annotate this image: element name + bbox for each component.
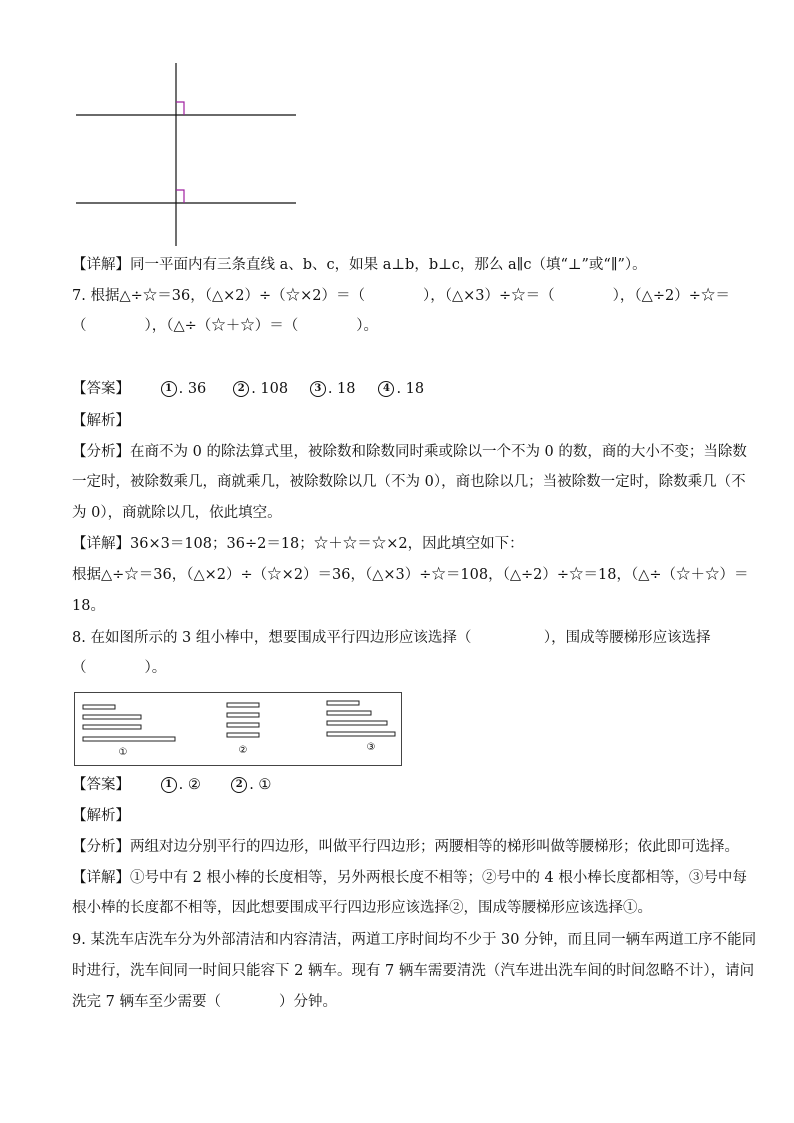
q9-question-line-3: 洗完 7 辆车至少需要（ ）分钟。 [72,994,337,1010]
group-label-2: ② [238,745,248,756]
stick [83,715,141,719]
q7-detail-line-1: 【详解】36×3＝108；36÷2＝18；☆＋☆＝☆×2，因此填空如下： [72,536,524,552]
q7-detail-line-2: 根据△÷☆＝36，（△×2）÷（☆×2）＝36，（△×3）÷☆＝108，（△÷2）÷☆＝18，（△÷（☆＋☆）＝ [72,567,749,583]
q7-answer-row [72,379,442,399]
stick [327,701,359,705]
q8-answer-2: 2 . ① [231,775,297,795]
answer-label: 【答案】 [72,381,130,397]
right-angle-mark-top [176,102,184,115]
q7-analysis-line-1: 【分析】在商不为 0 的除法算式里，被除数和除数同时乘或除以一个不为 0 的数，商的大小不变；当除数 [72,444,747,460]
q7-answer-2: 2 . 108 [233,379,305,399]
q8-detail-line-1: 【详解】①号中有 2 根小棒的长度相等，另外两根长度不相等；②号中的 4 根小棒长度都相等，③号中每 [72,870,747,886]
q9-question-line-1: 9. 某洗车店洗车分为外部清洁和内容清洁，两道工序时间均不少于 30 分钟，而且同一辆车两道工序不能同 [72,932,757,948]
stick-group-3 [327,701,395,736]
stick [327,721,387,725]
stick-groups-figure [74,692,402,766]
q7-analysis-label: 【解析】 [72,413,130,429]
group-label-1: ① [118,747,128,758]
q7-question-line-2: （ ），（△÷（☆＋☆）＝（ ）。 [72,318,379,334]
q8-question-line-1: 8. 在如图所示的 3 组小棒中，想要围成平行四边形应该选择（ ），围成等腰梯形应该选择 [72,630,711,646]
stick [83,737,175,741]
stick [327,711,371,715]
q9-question-line-2: 时进行，洗车间同一时间只能容下 2 辆车。现有 7 辆车需要清洗（汽车进出洗车间的时间忽略不计），请问 [72,963,755,979]
stick [83,725,141,729]
stick [227,713,259,717]
stick-group-1 [83,705,175,741]
group-label-3: ③ [366,742,376,753]
q7-answer-1: 1 . 36 [161,379,229,399]
q8-answer-row [72,775,297,795]
stick [83,705,115,709]
q8-analysis-line: 【分析】两组对边分别平行的四边形，叫做平行四边形；两腰相等的梯形叫做等腰梯形；依此即可选择。 [72,839,739,855]
q8-answer-1: 1 . ② [161,775,227,795]
q6-detail: 【详解】同一平面内有三条直线 a、b、c，如果 a⊥b，b⊥c，那么 a∥c（填“⊥”或“∥”）。 [72,257,647,273]
q8-question-line-2: （ ）。 [72,660,167,676]
q8-detail-line-2: 根小棒的长度都不相等，因此想要围成平行四边形应该选择②，围成等腰梯形应该选择①。 [72,900,652,916]
q7-detail-line-3: 18。 [72,598,105,614]
q8-analysis-label: 【解析】 [72,808,130,824]
answer-label: 【答案】 [72,777,130,793]
stick [227,703,259,707]
right-angle-mark-bottom [176,190,184,203]
stick-group-2 [227,703,259,737]
perpendicular-lines-figure [70,60,310,250]
q7-analysis-line-3: 为 0），商就除以几，依此填空。 [72,505,282,521]
q7-answer-3: 3 . 18 [310,379,374,399]
stick [327,732,395,736]
q7-question-line-1: 7. 根据△÷☆＝36，（△×2）÷（☆×2）＝（ ），（△×3）÷☆＝（ ），（△÷2）÷☆＝ [72,288,730,304]
q7-answer-4: 4 . 18 [378,379,442,399]
q7-analysis-line-2: 一定时，被除数乘几，商就乘几，被除数除以几（不为 0），商也除以几；当被除数一定时，除数乘几（不 [72,474,746,490]
stick [227,723,259,727]
stick [227,733,259,737]
